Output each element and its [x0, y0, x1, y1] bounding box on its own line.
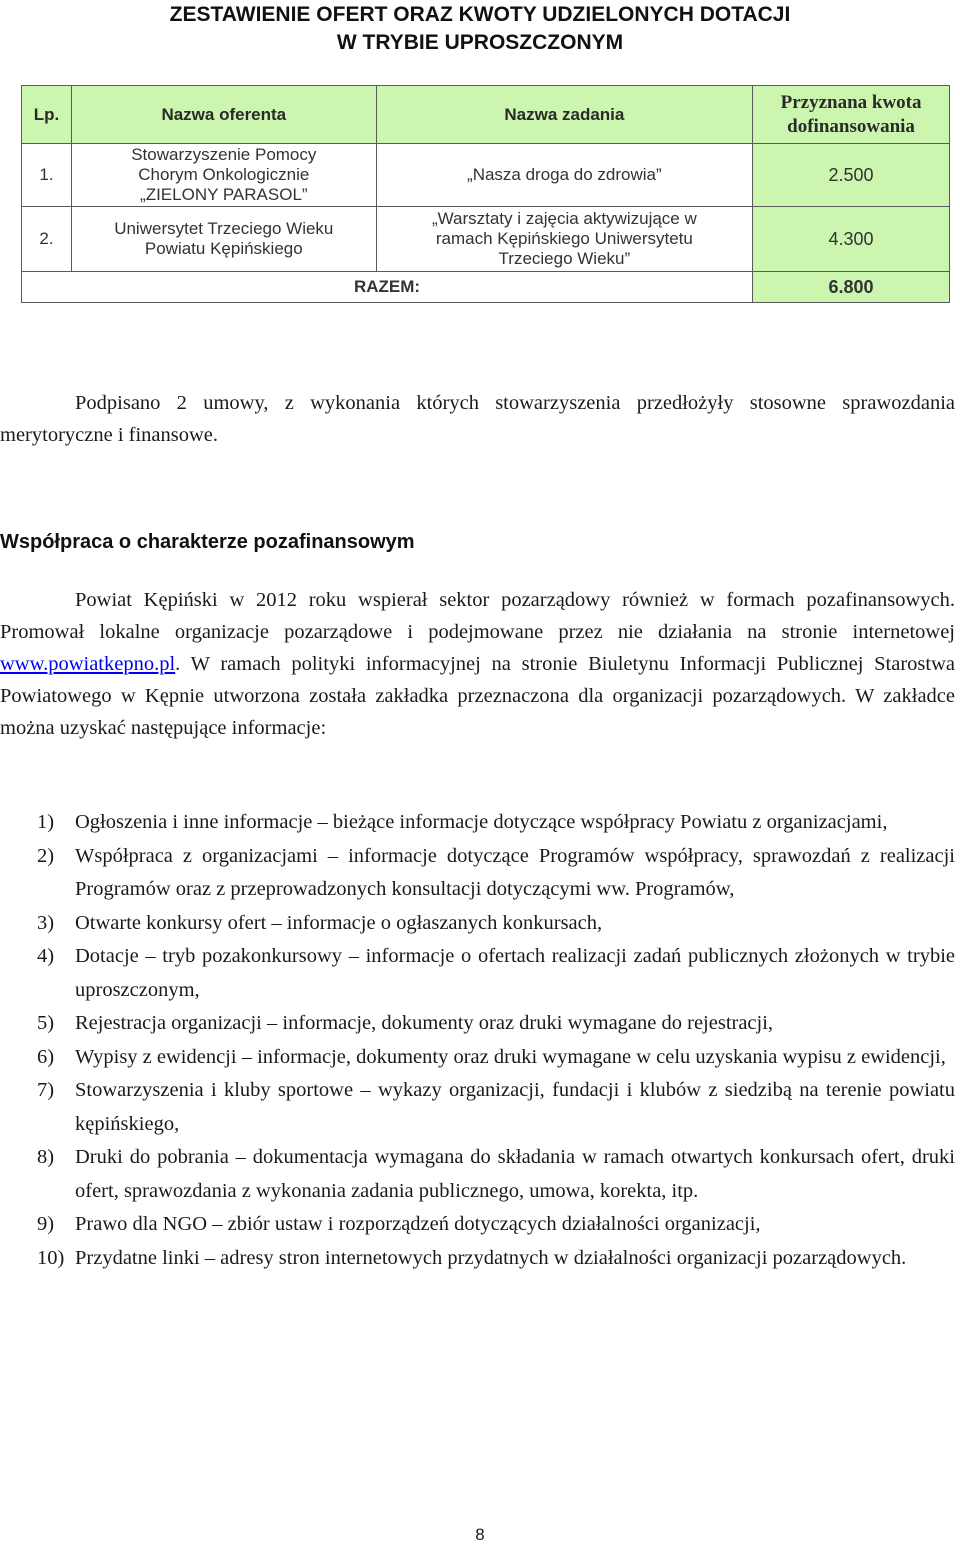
total-row — [22, 272, 950, 303]
header-amount-line1: Przyznana kwota — [780, 91, 922, 113]
list-item-number: 9) — [37, 1213, 55, 1235]
cell-amount: 4.300 — [753, 207, 950, 272]
list-item-number: 4) — [37, 945, 55, 967]
list-item-text: Druki do pobrania – dokumentacja wymagana do składania w ramach otwartych konkursach ofert, druki ofert, sprawozdania z wykonania zadania publicznego, umowa, korekta, itp. — [75, 1146, 955, 1202]
cell-task — [376, 207, 752, 272]
list-item-text: Otwarte konkursy ofert – informacje o ogłaszanych konkursach, — [75, 911, 603, 934]
task-line: „Nasza droga do zdrowia” — [467, 165, 662, 184]
list-item-number: 10) — [37, 1246, 65, 1269]
offeror-line: Uniwersytet Trzeciego Wieku — [114, 219, 334, 238]
list-item-text: Rejestracja organizacji – informacje, dokumenty oraz druki wymagane do rejestracji, — [75, 1012, 774, 1034]
list-item-text: Przydatne linki – adresy stron internetowych przydatnych w działalności organizacji pozarządowych. — [75, 1246, 907, 1269]
contracts-paragraph: Podpisano 2 umowy, z wykonania których stowarzyszenia przedłożyły stosowne sprawozdania merytoryczne i finansowe. — [0, 392, 955, 446]
cell-task — [376, 144, 752, 207]
header-offeror: Nazwa oferenta — [71, 86, 376, 144]
table-row — [22, 207, 950, 272]
list-item-number: 6) — [37, 1045, 55, 1068]
task-line: „Warsztaty i zajęcia aktywizujące w — [431, 209, 697, 228]
list-item-text: Stowarzyszenia i kluby sportowe – wykazy organizacji, fundacji i klubów z siedzibą na terenie powiatu kępińskiego, — [75, 1079, 955, 1135]
list-item — [0, 907, 955, 941]
cell-offeror — [71, 144, 376, 207]
list-item — [0, 940, 955, 1007]
offeror-line: Powiatu Kępińskiego — [144, 239, 303, 258]
offers-table — [21, 85, 950, 303]
cooperation-text-before-link: Powiat Kępiński w 2012 roku wspierał sektor pozarządowy również w formach pozafinansowych. Promował lokalne organizacje pozarządowe i podejmowane przez nie działania na stronie internetowej — [0, 589, 955, 643]
list-item — [0, 806, 955, 840]
list-item — [0, 1242, 955, 1276]
total-label: RAZEM: — [22, 272, 753, 303]
offeror-line: Chorym Onkologicznie — [138, 165, 310, 184]
header-amount — [753, 86, 950, 144]
list-item — [0, 1141, 955, 1208]
list-item-text: Prawo dla NGO – zbiór ustaw i rozporządzeń dotyczących działalności organizacji, — [75, 1213, 761, 1235]
cooperation-text-after-link: . W ramach polityki informacyjnej na stronie Biuletynu Informacji Publicznej Starostwa Powiatowego w Kępnie utworzona została zakładka przeznaczona dla organizacji pozarządowych. W zakładce można uzyskać następujące informacje: — [0, 653, 955, 739]
task-line: Trzeciego Wieku” — [498, 249, 631, 268]
information-list — [0, 806, 955, 1275]
cell-lp: 2. — [22, 207, 72, 272]
list-item-number: 3) — [37, 911, 55, 934]
cell-amount: 2.500 — [753, 144, 950, 207]
website-link[interactable]: www.powiatkepno.pl — [0, 653, 176, 675]
list-item-text: Ogłoszenia i inne informacje – bieżące informacje dotyczące współpracy Powiatu z organizacjami, — [75, 811, 888, 833]
list-item — [0, 1041, 955, 1075]
header-lp: Lp. — [22, 86, 72, 144]
list-item — [0, 1208, 955, 1242]
header-amount-line2: dofinansowania — [787, 115, 915, 137]
cell-offeror — [71, 207, 376, 272]
list-item-number: 7) — [37, 1079, 55, 1101]
cooperation-heading: Współpraca o charakterze pozafinansowym — [0, 531, 415, 553]
list-item-text: Współpraca z organizacjami – informacje dotyczące Programów współpracy, sprawozdań z realizacji Programów oraz z przeprowadzonych konsultacji dotyczącymi ww. Programów, — [75, 844, 955, 900]
list-item-text: Dotacje – tryb pozakonkursowy – informacje o ofertach realizacji zadań publicznych złożonych w trybie uproszczonym, — [75, 945, 955, 1001]
document-title-line2: W TRYBIE UPROSZCZONYM — [336, 31, 624, 54]
list-item-number: 2) — [37, 844, 55, 867]
total-value: 6.800 — [753, 272, 950, 303]
task-line: ramach Kępińskiego Uniwersytetu — [435, 229, 693, 248]
header-task: Nazwa zadania — [376, 86, 752, 144]
list-item — [0, 1007, 955, 1041]
cell-lp: 1. — [22, 144, 72, 207]
offeror-line: „ZIELONY PARASOL” — [140, 185, 308, 204]
list-item-number: 5) — [37, 1012, 55, 1034]
list-item — [0, 840, 955, 907]
table-row — [22, 144, 950, 207]
page-number: 8 — [475, 1525, 485, 1544]
list-item-number: 8) — [37, 1146, 55, 1168]
offeror-line: Stowarzyszenie Pomocy — [131, 145, 317, 164]
list-item-text: Wypisy z ewidencji – informacje, dokumenty oraz druki wymagane w celu uzyskania wypisu z ewidencji, — [75, 1045, 946, 1068]
list-item — [0, 1074, 955, 1141]
document-title-line1: ZESTAWIENIE OFERT ORAZ KWOTY UDZIELONYCH DOTACJI — [169, 3, 791, 26]
list-item-number: 1) — [37, 811, 55, 833]
cooperation-paragraph — [0, 584, 955, 744]
